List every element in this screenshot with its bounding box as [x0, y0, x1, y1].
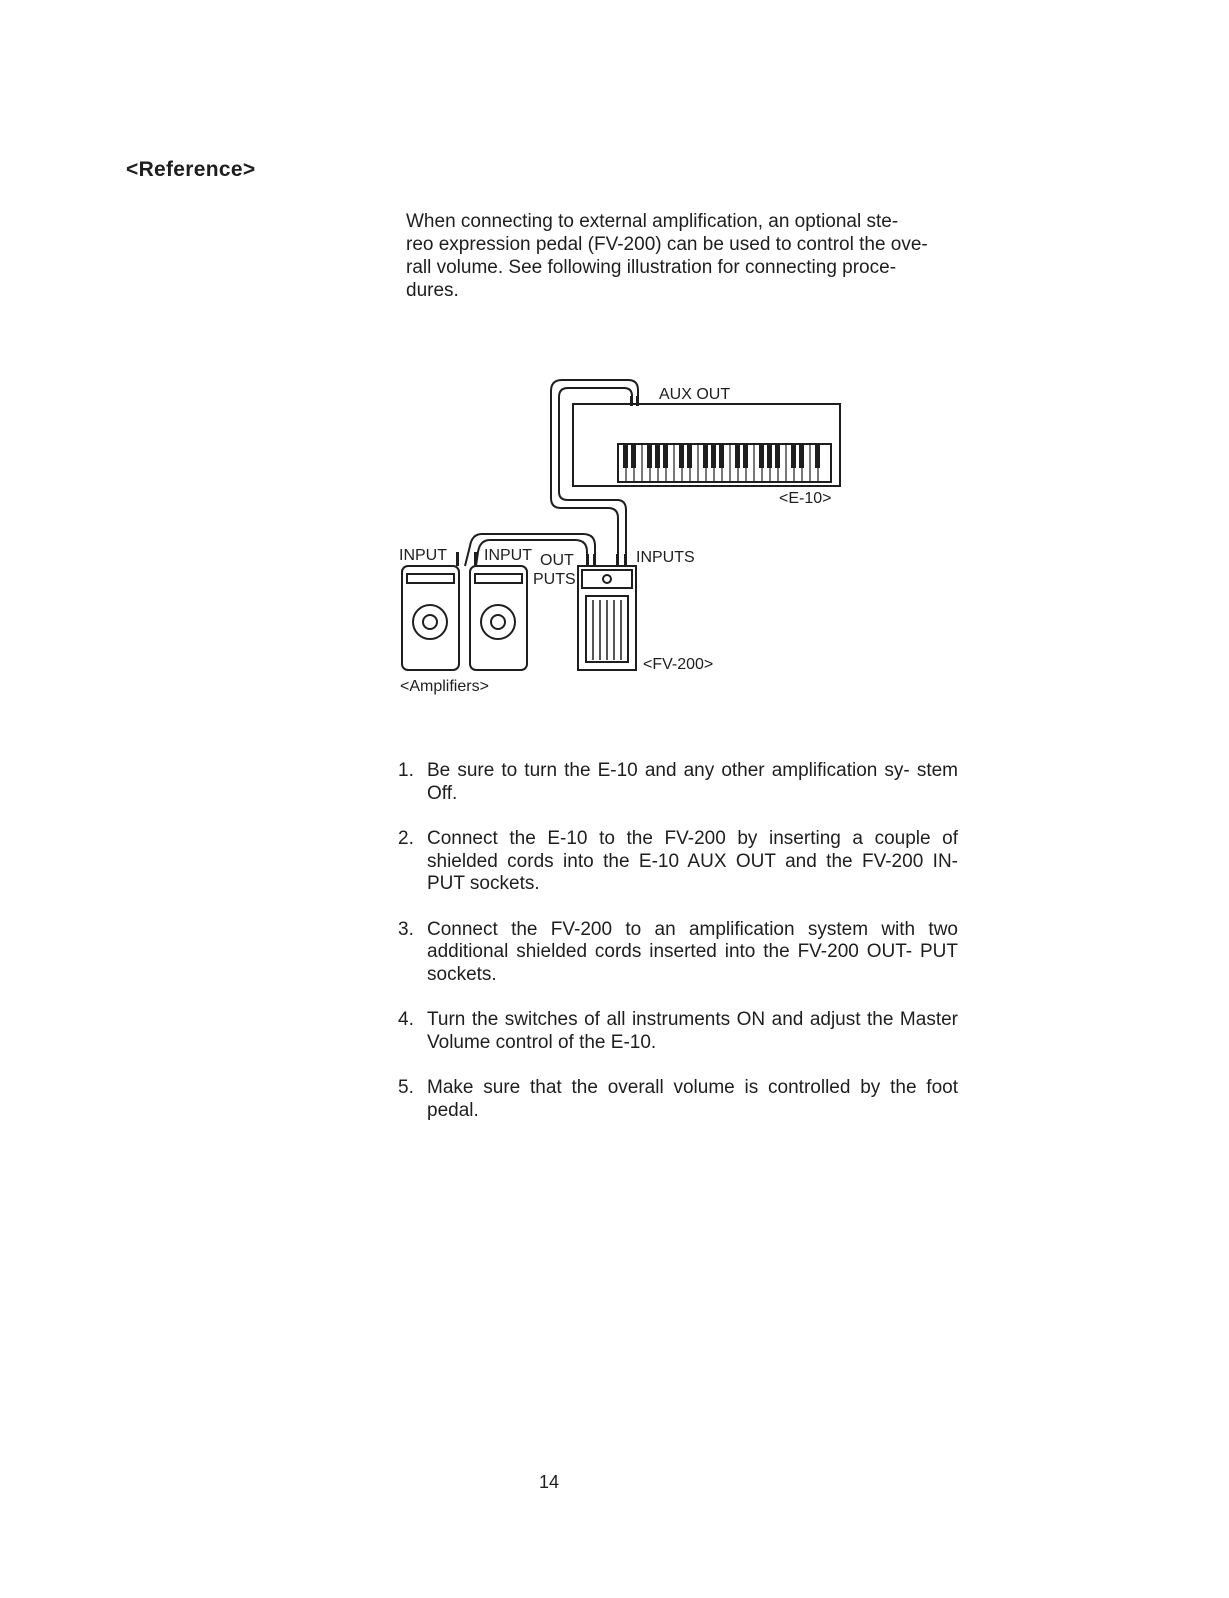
label-amplifiers: <Amplifiers> — [400, 678, 489, 695]
cable-aux-out-1 — [551, 380, 638, 566]
label-puts: PUTS — [533, 571, 576, 588]
list-item — [398, 1009, 958, 1054]
step-text: Make sure that the overall volume is controlled by the foot pedal. — [427, 1077, 958, 1121]
intro-paragraph — [406, 210, 962, 302]
connection-diagram — [390, 370, 850, 700]
label-e10: <E-10> — [779, 490, 832, 507]
step-number: 1. — [398, 760, 414, 781]
step-text: Connect the FV-200 to an amplification system with two additional shielded cords inserted into the FV-200 OUT- PUT sockets. — [427, 918, 958, 985]
list-item — [398, 760, 958, 805]
step-number: 5. — [398, 1077, 414, 1098]
fv200-treads — [593, 600, 621, 660]
intro-line: When connecting to external amplification, an optional ste- — [406, 211, 899, 232]
label-input-mid: INPUT — [484, 547, 532, 564]
amplifier-2 — [470, 566, 527, 670]
list-item — [398, 1077, 958, 1122]
label-out: OUT — [540, 552, 574, 569]
label-fv200: <FV-200> — [643, 656, 714, 673]
amplifier-1 — [402, 566, 459, 670]
list-item — [398, 828, 958, 896]
step-text: Connect the E-10 to the FV-200 by inserting a couple of shielded cords into the E-10 AUX OUT and the FV-200 IN- PUT sockets. — [427, 828, 958, 894]
list-item — [398, 919, 958, 987]
procedure-steps — [398, 760, 958, 1145]
intro-line: rall volume. See following illustration for connecting proce- — [406, 257, 897, 278]
intro-line: dures. — [406, 280, 459, 301]
section-heading: <Reference> — [126, 158, 256, 181]
step-number: 2. — [398, 828, 414, 849]
step-text: Turn the switches of all instruments ON and adjust the Master Volume control of the E-10. — [427, 1009, 958, 1053]
e10-black-keys — [623, 444, 820, 468]
label-inputs: INPUTS — [636, 549, 695, 566]
step-number: 4. — [398, 1009, 414, 1030]
intro-line: reo expression pedal (FV-200) can be used to control the ove- — [406, 234, 928, 255]
label-input-left: INPUT — [399, 547, 447, 564]
step-number: 3. — [398, 918, 414, 940]
page-number: 14 — [538, 1472, 560, 1492]
label-aux-out: AUX OUT — [659, 386, 731, 403]
step-text: Be sure to turn the E-10 and any other amplification sy- stem Off. — [427, 760, 958, 804]
connection-diagram-svg — [390, 370, 850, 700]
